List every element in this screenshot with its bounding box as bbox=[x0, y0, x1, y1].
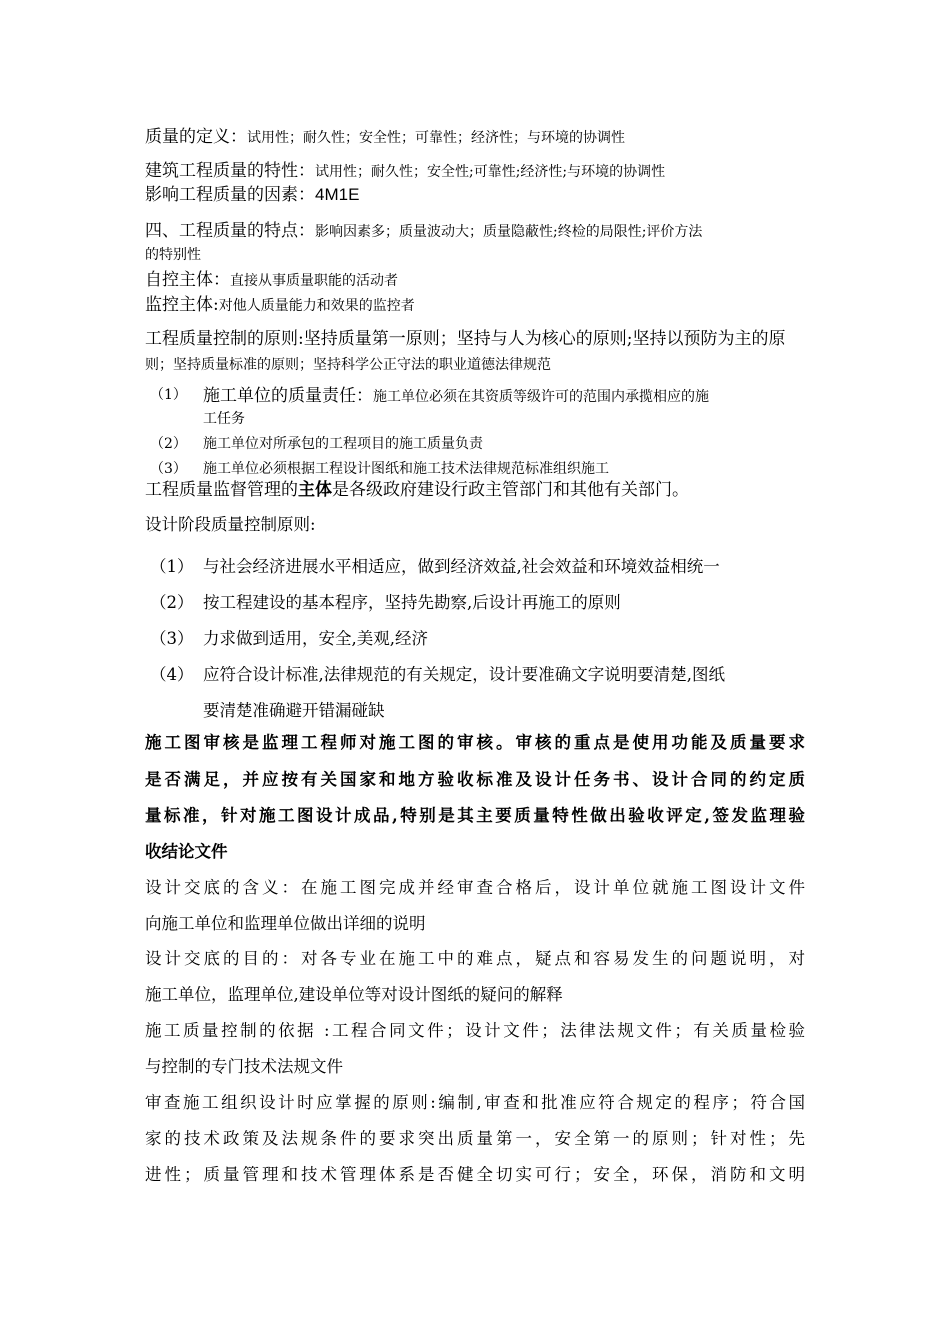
quality-features-cont: 的特别性 bbox=[145, 247, 201, 263]
supervision-subject: 工程质量监督管理的主体是各级政府建设行政主管部门和其他有关部门。 bbox=[145, 480, 689, 500]
quality-features: 四、工程质量的特点：影响因素多；质量波动大；质量隐蔽性;终检的局限性;评价方法 bbox=[145, 221, 703, 241]
document-page: 质量的定义：试用性；耐久性；安全性；可靠性；经济性；与环境的协调性 建筑工程质量的特性：试用性；耐久性；安全性;可靠性;经济性;与环境的协调性 影响工程质量的因素：4M1E 四、工程质量的特点：影响因素多；质量波动大；质量隐蔽性;终检的局限性;评价方法 的特别性 自控主体：直接从事质量职能的活动者 监控主体:对他人质量能力和效果的监控者 工程质量控制的原则:坚持质量第一原则；坚持与人为核心的原则;坚持以预防为主的原 则；坚持质量标准的原则；坚持科学公正守法的职业道德法律规范 （1） 施工单位的质量责任：施工单位必须在其资质等级许可的范围内承揽相应的施 工任务 （2） 施工单位对所承包的工程项目的施工质量负责 （3） 施工单位必须根据工程设计图纸和施工技术法律规范标准组织施工 工程质量监督管理的主体是各级政府建设行政主管部门和其他有关部门。 设计阶段质量控制原则: （1） 与社会经济进展水平相适应，做到经济效益,社会效益和环境效益相统一 （2） 按工程建设的基本程序，坚持先勘察,后设计再施工的原则 （3） 力求做到适用，安全,美观,经济 （4） 应符合设计标准,法律规范的有关规定，设计要准确文字说明要清楚,图纸 要清楚准确避开错漏碰缺 施工图审核是监理工程师对施工图的审核。审核的重点是使用功能及质量要求 是否满足，并应按有关国家和地方验收标准及设计任务书、设计合同的约定质 量标准，针对施工图设计成品,特别是其主要质量特性做出验收评定,签发监理验 收结论文件 设计交底的含义：在施工图完成并经审查合格后，设计单位就施工图设计文件 向施工单位和监理单位做出详细的说明 设计交底的目的：对各专业在施工中的难点，疑点和容易发生的问题说明，对 施工单位，监理单位,建设单位等对设计图纸的疑问的解释 施工质量控制的依据 :工程合同文件；设计文件；法律法规文件；有关质量检验 与控制的专门技术法规文件 审查施工组织设计时应掌握的原则:编制,审查和批准应符合规定的程序；符合国 家的技术政策及法规条件的要求突出质量第一，安全第一的原则；针对性；先 进性；质量管理和技术管理体系是否健全切实可行；安全，环保，消防和文明 bbox=[145, 127, 805, 1184]
quality-definition: 质量的定义：试用性；耐久性；安全性；可靠性；经济性；与环境的协调性 bbox=[145, 127, 625, 147]
control-principles-cont: 则；坚持质量标准的原则；坚持科学公正守法的职业道德法律规范 bbox=[145, 357, 551, 373]
quality-factors: 影响工程质量的因素：4M1E bbox=[145, 185, 360, 205]
self-control-subject: 自控主体：直接从事质量职能的活动者 bbox=[145, 270, 398, 290]
design-principles-title: 设计阶段质量控制原则: bbox=[145, 515, 316, 534]
control-principles: 工程质量控制的原则:坚持质量第一原则；坚持与人为核心的原则;坚持以预防为主的原 bbox=[145, 329, 786, 349]
building-quality-traits: 建筑工程质量的特性：试用性；耐久性；安全性;可靠性;经济性;与环境的协调性 bbox=[145, 161, 666, 181]
monitor-control-subject: 监控主体:对他人质量能力和效果的监控者 bbox=[145, 295, 415, 315]
